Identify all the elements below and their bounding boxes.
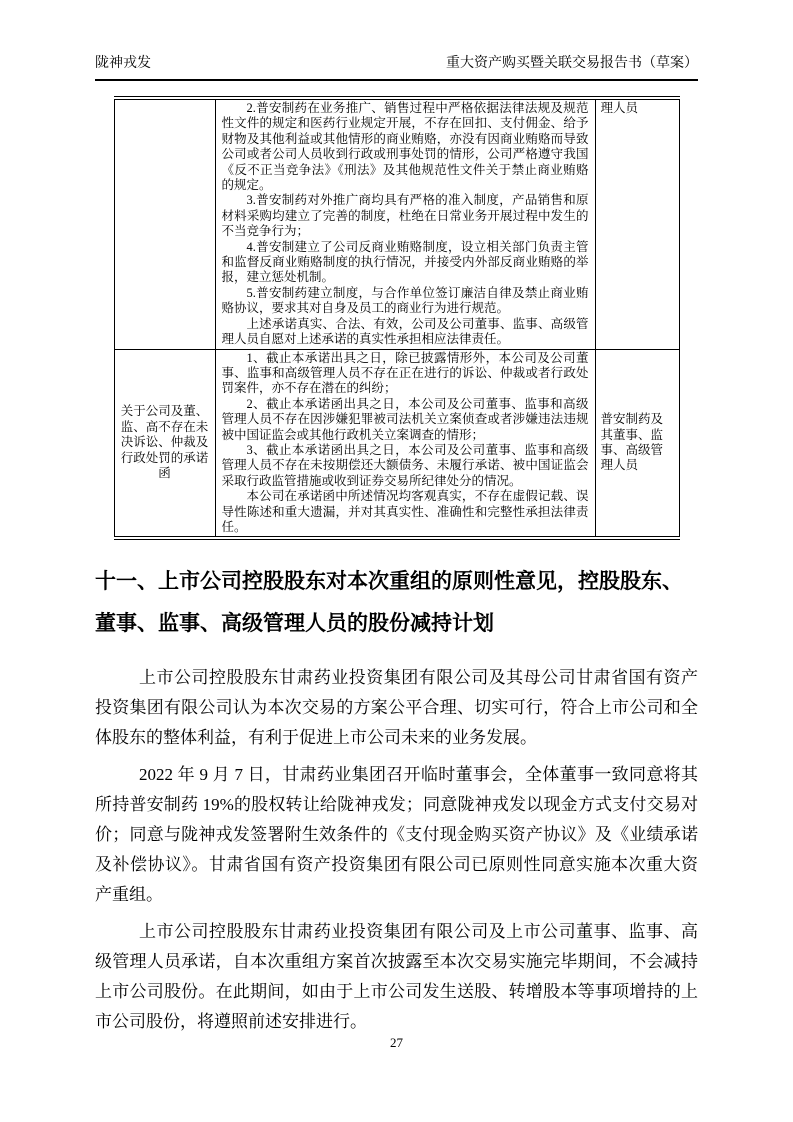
section-body (95, 663, 698, 1037)
commitment-paragraph: 本公司在承诺函中所述情况均客观真实，不存在虚假记载、误导性陈述和重大遗漏，并对其真实性、准确性和完整性承担法律责任。 (221, 489, 589, 534)
commitment-paragraph: 3.普安制药对外推广商均具有严格的准入制度，产品销售和原材料采购均建立了完善的制度，杜绝在日常业务开展过程中发生的不当竞争行为； (221, 193, 589, 239)
page-number: 27 (390, 1035, 403, 1050)
commitment-name-cell: 关于公司及董、监、高不存在未决诉讼、仲裁及行政处罚的承诺函 (114, 349, 215, 538)
commitment-party-cell: 普安制药及其董事、监事、高级管理人员 (595, 349, 679, 538)
commitments-table (114, 96, 680, 540)
header-company-name: 陇神戎发 (95, 56, 151, 71)
commitment-paragraph: 3、截止本承诺函出具之日，本公司及公司董事、监事和高级管理人员不存在未按期偿还大额债务、未履行承诺、被中国证监会采取行政监管措施或收到证券交易所纪律处分的情况。 (221, 442, 589, 488)
page-header (95, 55, 698, 81)
table-row (114, 98, 679, 349)
section-heading (95, 561, 698, 645)
section-heading-line2: 董事、监事、高级管理人员的股份减持计划 (95, 612, 494, 636)
commitment-name-cell (114, 98, 215, 349)
commitment-paragraph: 2、截止本承诺函出具之日，本公司及公司董事、监事和高级管理人员不存在因涉嫌犯罪被司法机关立案侦查或者涉嫌违法违规被中国证监会或其他行政机关立案调查的情形； (221, 396, 589, 442)
commitment-paragraph: 上述承诺真实、合法、有效，公司及公司董事、监事、高级管理人员自愿对上述承诺的真实性承担相应法律责任。 (221, 316, 589, 347)
commitment-paragraph: 1、截止本承诺出具之日，除已披露情形外，本公司及公司董事、监事和高级管理人员不存在正在进行的诉讼、仲裁或者行政处罚案件，亦不存在潜在的纠纷； (221, 350, 589, 396)
commitment-party-cell: 理人员 (595, 98, 679, 349)
commitment-paragraph: 4.普安制建立了公司反商业贿赂制度，设立相关部门负责主管和监督反商业贿赂制度的执行情况，并接受内外部反商业贿赂的举报，建立惩处机制。 (221, 239, 589, 285)
header-report-title: 重大资产购买暨关联交易报告书（草案） (446, 56, 698, 71)
section-heading-line1: 十一、上市公司控股股东对本次重组的原则性意见，控股股东、 (95, 570, 683, 594)
body-paragraph: 2022 年 9 月 7 日，甘肃药业集团召开临时董事会，全体董事一致同意将其所持普安制药 19%的股权转让给陇神戎发；同意陇神戎发以现金方式支付交易对价；同意与陇神戎发签署附生效条件的《支付现金购买资产协议》及《业绩承诺及补偿协议》。甘肃省国有资产投资集团有限公司已原则性同意实施本次重大资产重组。 (95, 765, 698, 905)
table-row (114, 349, 679, 538)
body-paragraph: 上市公司控股股东甘肃药业投资集团有限公司及其母公司甘肃省国有资产投资集团有限公司认为本次交易的方案公平合理、切实可行，符合上市公司和全体股东的整体利益，有利于促进上市公司未来的业务发展。 (95, 668, 698, 748)
commitment-content-cell (215, 98, 595, 349)
commitment-paragraph: 5.普安制药建立制度，与合作单位签订廉洁自律及禁止商业贿赂协议，要求其对自身及员工的商业行为进行规范。 (221, 285, 589, 316)
commitment-paragraph: 2.普安制药在业务推广、销售过程中严格依据法律法规及规范性文件的规定和医药行业规定开展，不存在回扣、支付佣金、给予财物及其他利益或其他情形的商业贿赂，亦没有因商业贿赂而导致公司或者公司人员收到行政或刑事处罚的情形，公司严格遵守我国《反不正当竞争法》《刑法》及其他规范性文件关于禁止商业贿赂的规定。 (221, 101, 589, 193)
body-paragraph: 上市公司控股股东甘肃药业投资集团有限公司及上市公司董事、监事、高级管理人员承诺，自本次重组方案首次披露至本次交易实施完毕期间，不会减持上市公司股份。在此期间，如由于上市公司发生送股、转增股本等事项增持的上市公司股份，将遵照前述安排进行。 (95, 922, 698, 1032)
commitment-content-cell (215, 349, 595, 538)
